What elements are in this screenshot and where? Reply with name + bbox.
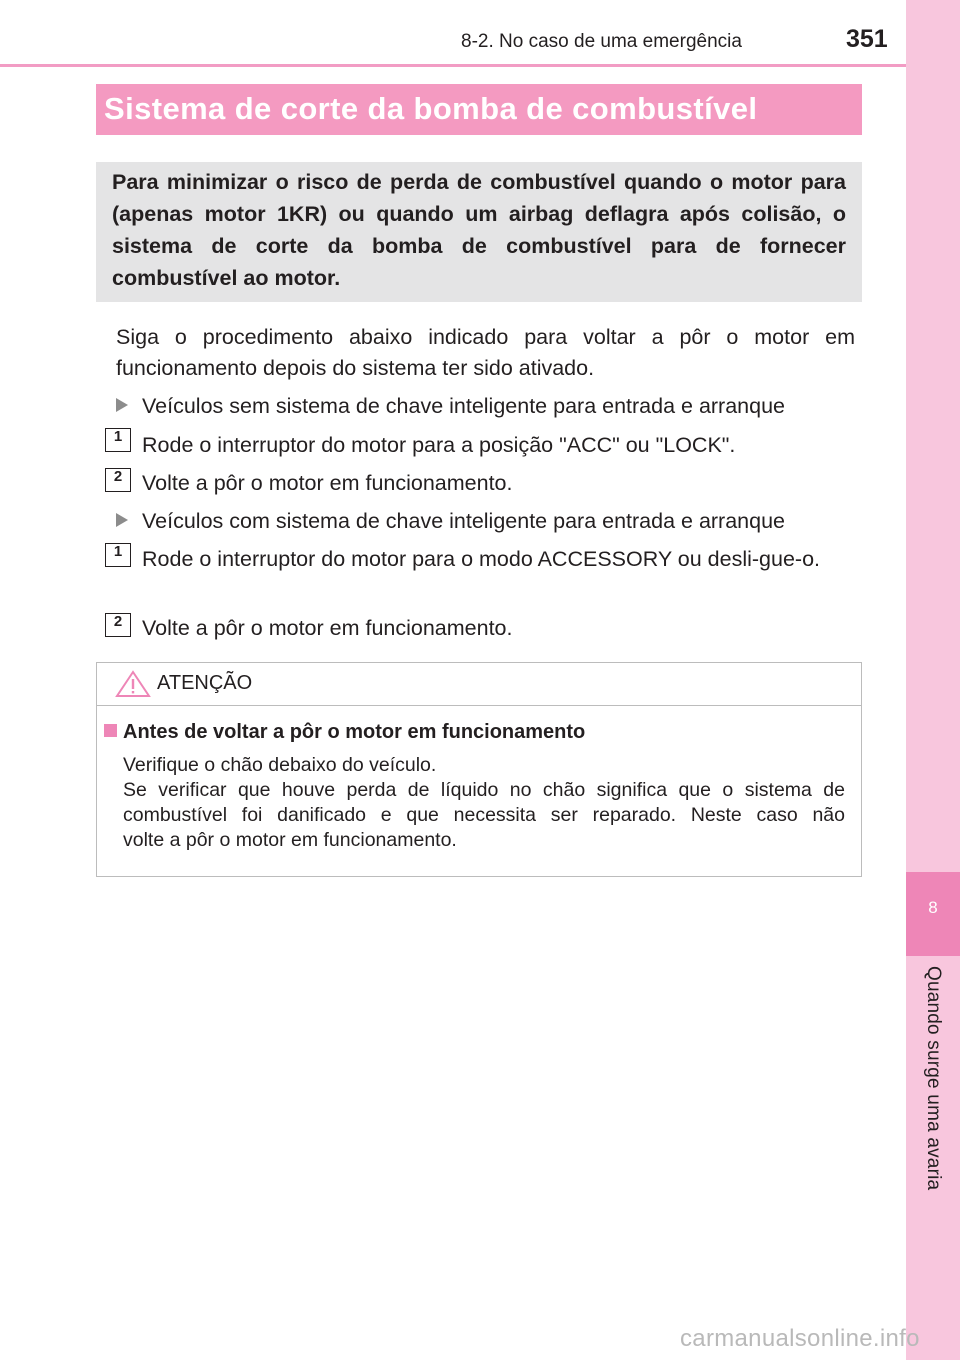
warning-line: Verifique o chão debaixo do veículo. bbox=[123, 754, 437, 776]
step-number-badge: 2 bbox=[105, 613, 131, 637]
step-number-badge: 2 bbox=[105, 468, 131, 492]
chapter-number: 8 bbox=[906, 872, 960, 956]
chapter-title: Quando surge uma avaria bbox=[923, 966, 944, 1191]
summary-box bbox=[96, 162, 862, 302]
intro-text: Siga o procedimento abaixo indicado para voltar a pôr o motor em funcionamento depois do sistema ter sido ativado. bbox=[116, 325, 855, 380]
step-number-badge: 1 bbox=[105, 543, 131, 567]
procedure-heading-text: Veículos com sistema de chave inteligente para entrada e arranque bbox=[142, 509, 786, 533]
section-title: Sistema de corte da bomba de combustível bbox=[96, 84, 862, 135]
warning-label: ATENÇÃO bbox=[157, 672, 253, 694]
step-text: Rode o interruptor do motor para a posição "ACC" ou "LOCK". bbox=[142, 433, 736, 457]
triangle-bullet-icon bbox=[116, 398, 128, 412]
step-text: Rode o interruptor do motor para o modo ACCESSORY ou desli-gue-o. bbox=[142, 547, 821, 571]
triangle-bullet-icon bbox=[116, 513, 128, 527]
warning-subheading-text: Antes de voltar a pôr o motor em funcionamento bbox=[123, 721, 586, 743]
warning-header bbox=[97, 663, 861, 706]
warning-line: Se verificar que houve perda de líquido no chão significa que o sistema de bbox=[123, 779, 845, 801]
square-bullet-icon bbox=[104, 724, 117, 737]
summary-text: Para minimizar o risco de perda de combustível quando o motor para (apenas motor 1KR) ou quando um airbag deflagra após colisão, o sistema de corte da bomba de combustível para de fornecer combustível ao motor. bbox=[112, 170, 846, 290]
step-number-badge: 1 bbox=[105, 428, 131, 452]
warning-line: combustível foi danificado e que necessita ser reparado. Neste caso não bbox=[123, 804, 845, 826]
warning-body bbox=[123, 753, 845, 853]
page-number: 351 bbox=[846, 25, 888, 53]
warning-triangle-icon bbox=[115, 670, 151, 698]
header-rule bbox=[0, 64, 906, 67]
header-title: 8-2. No caso de uma emergência bbox=[461, 31, 742, 52]
procedure-heading-text: Veículos sem sistema de chave inteligente para entrada e arranque bbox=[142, 394, 786, 418]
step-text: Volte a pôr o motor em funcionamento. bbox=[142, 471, 513, 495]
watermark: carmanualsonline.info bbox=[680, 1325, 920, 1352]
step-text: Volte a pôr o motor em funcionamento. bbox=[142, 616, 513, 640]
warning-line: volte a pôr o motor em funcionamento. bbox=[123, 829, 457, 851]
warning-box bbox=[96, 662, 862, 877]
warning-subheading bbox=[104, 721, 585, 744]
procedure-heading bbox=[116, 391, 785, 422]
procedure-heading bbox=[116, 506, 785, 537]
